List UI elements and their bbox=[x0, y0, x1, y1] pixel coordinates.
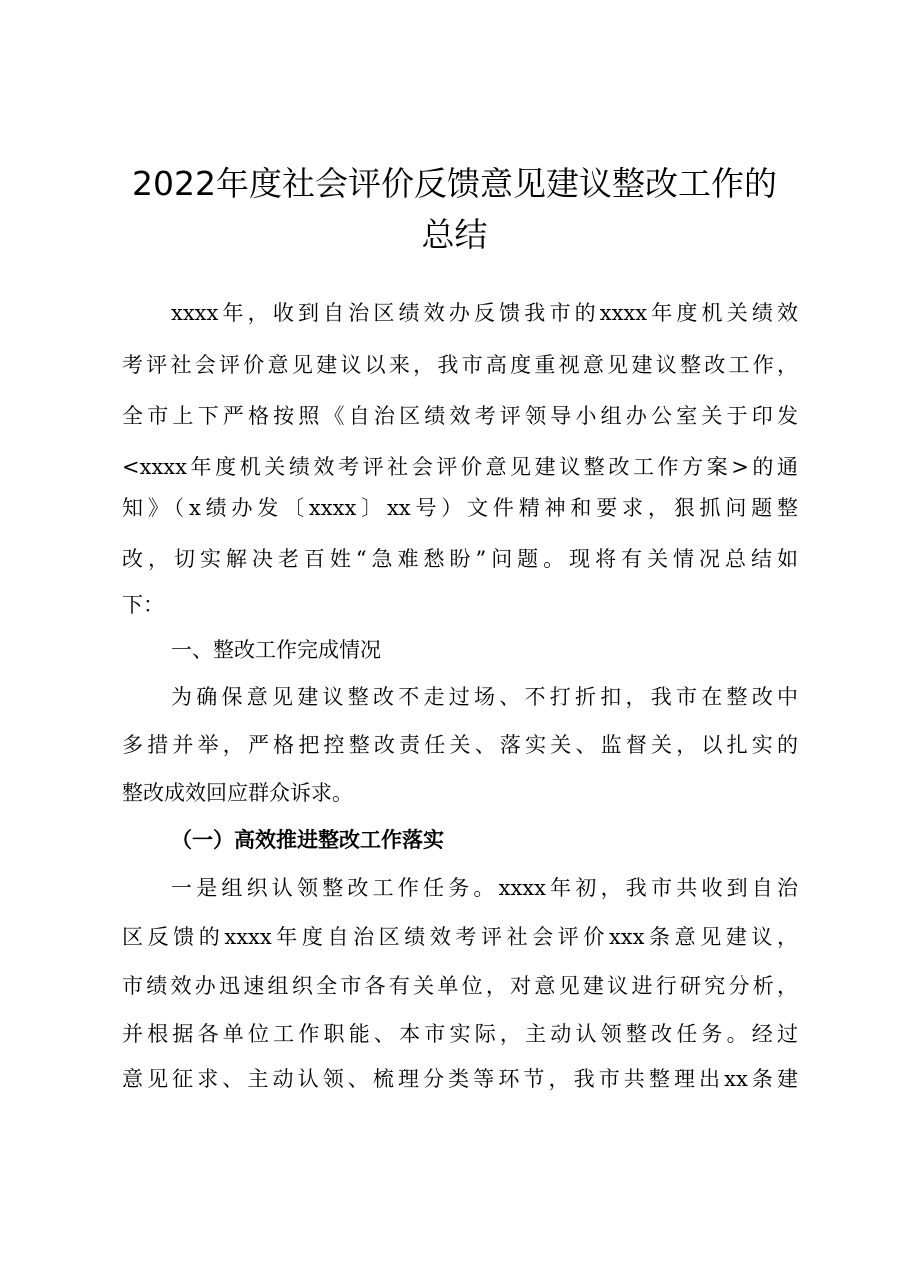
intro-paragraph-line: 考评社会评价意见建议以来，我市高度重视意见建议整改工作， bbox=[122, 353, 798, 377]
document-title-line-2: 总结 bbox=[421, 215, 488, 254]
section-paragraph-line: 多措并举，严格把控整改责任关、落实关、监督关，以扎实的 bbox=[122, 733, 798, 757]
intro-paragraph-line: 改，切实解决老百姓“急难愁盼”问题。现将有关情况总结如 bbox=[122, 547, 798, 571]
section-heading: 一、整改工作完成情况 bbox=[171, 638, 381, 662]
subsection-heading: （一）高效推进整改工作落实 bbox=[171, 827, 444, 852]
intro-paragraph-line: <xxxx年度机关绩效考评社会评价意见建议整改工作方案>的通 bbox=[122, 455, 798, 479]
subsection-paragraph-line: 并根据各单位工作职能、本市实际，主动认领整改任务。经过 bbox=[122, 1022, 798, 1046]
subsection-paragraph-line: 区反馈的xxxx年度自治区绩效考评社会评价xxx条意见建议， bbox=[122, 925, 798, 949]
intro-paragraph-line: xxxx年，收到自治区绩效办反馈我市的xxxx年度机关绩效 bbox=[171, 301, 798, 325]
subsection-paragraph-line: 市绩效办迅速组织全市各有关单位，对意见建议进行研究分析， bbox=[122, 974, 798, 998]
subsection-paragraph-line: 一是组织认领整改工作任务。xxxx年初，我市共收到自治 bbox=[171, 876, 798, 900]
section-paragraph-line: 为确保意见建议整改不走过场、不打折扣，我市在整改中 bbox=[171, 685, 798, 709]
intro-paragraph-line: 下： bbox=[122, 593, 164, 617]
subsection-paragraph-line: 意见征求、主动认领、梳理分类等环节，我市共整理出xx条建 bbox=[122, 1067, 798, 1091]
intro-paragraph-line: 全市上下严格按照《自治区绩效考评领导小组办公室关于印发 bbox=[122, 404, 798, 428]
section-paragraph-line: 整改成效回应群众诉求。 bbox=[122, 781, 353, 805]
document-title-line-1: 2022年度社会评价反馈意见建议整改工作的 bbox=[132, 164, 777, 203]
intro-paragraph-line: 知》（x绩办发〔xxxx〕xx号）文件精神和要求，狠抓问题整 bbox=[122, 496, 798, 520]
